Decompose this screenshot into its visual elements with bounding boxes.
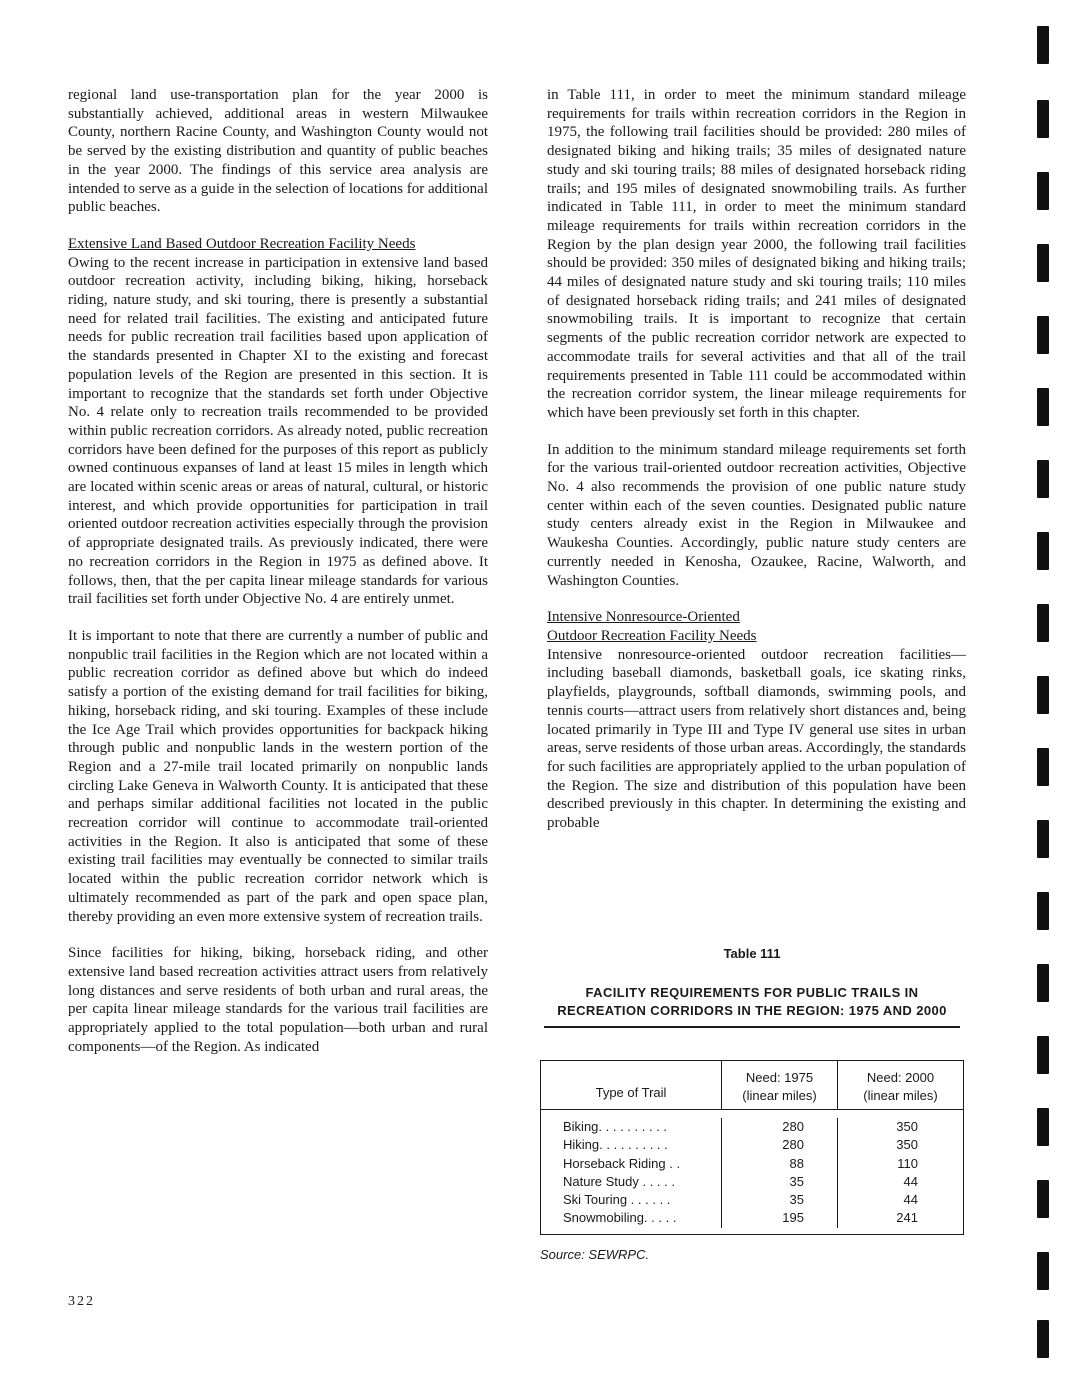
right-column: [547, 86, 966, 851]
table-box: [540, 1060, 964, 1235]
table-cell: Snowmobiling. . . . .: [563, 1210, 677, 1226]
section-heading: Intensive Nonresource-Oriented: [547, 609, 740, 626]
table-title-line-2: RECREATION CORRIDORS IN THE REGION: 1975 AND 2000: [557, 1003, 947, 1018]
header-line: Need: 1975: [745, 1070, 814, 1085]
table-cell: Hiking. . . . . . . . . .: [563, 1137, 668, 1153]
edge-mark: [1037, 460, 1049, 498]
header-line: Need: 2000: [866, 1070, 935, 1085]
paragraph: in Table 111, in order to meet the minimum standard mileage requirements for trails within recreation corridors in the Region in 1975, the following trail facilities should be provided: 280 miles of designated biking and hiking trails; 35 miles of designated nature study and ski touring trails; 88 miles of designated horseback riding trails; and 195 miles of designated snowmobiling trails. As further indicated in Table 111, in order to meet the minimum standard mileage requirements for trails within recreation corridors in the Region by the plan design year 2000, the following trail facilities should be provided: 350 miles of designated biking and hiking trails; 44 miles of designated nature study and ski touring trails; 110 miles of designated horseback riding trails; and 241 miles of designated snowmobiling trails. It is important to recognize that certain segments of the public recreation corridor network are expected to accommodate trails for several activities and that all of the trail requirements presented in Table 111 could be accommodated within the recreation corridor system, the linear mileage requirements for which have been previously set forth in this chapter.: [547, 87, 966, 421]
table-source: Source: SEWRPC.: [540, 1246, 650, 1262]
edge-mark: [1037, 244, 1049, 282]
table-header: [541, 1061, 963, 1110]
edge-mark: [1037, 1180, 1049, 1218]
table-cell: 44: [903, 1173, 918, 1189]
table-cell: 35: [789, 1192, 804, 1208]
edge-mark: [1037, 316, 1049, 354]
edge-mark: [1037, 820, 1049, 858]
table-cell: 350: [896, 1137, 918, 1153]
edge-mark: [1037, 1108, 1049, 1146]
column-header-2000: [838, 1061, 963, 1109]
table-cell: 44: [903, 1192, 918, 1208]
type-column: [541, 1118, 721, 1228]
header-line: (linear miles): [863, 1088, 938, 1103]
edge-mark: [1037, 892, 1049, 930]
need-1975-column: [721, 1118, 838, 1228]
paragraph: It is important to note that there are currently a number of public and nonpublic trail facilities in the Region which are not located within a public recreation corridor as defined above but which do indeed satisfy a portion of the existing demand for trail facilities for biking, hiking, horseback riding, and ski touring. Examples of these include the Ice Age Trail which provides opportunities for backpack hiking through public and nonpublic lands in the western portion of the Region and a 27-mile trail located primarily on nonpublic lands circling Lake Geneva in Walworth County. It is anticipated that these and perhaps similar additional facilities not located in the public recreation corridor will continue to accommodate trail-oriented activities in the Region. It also is anticipated that some of these existing trail facilities may eventually be connected to similar trails located within the public recreation corridor network which is ultimately recommended as part of the park and open space plan, thereby providing an even more extensive system of recreation trails.: [68, 627, 488, 925]
table-cell: 195: [782, 1210, 804, 1226]
facility-requirements-table: [540, 946, 964, 1262]
table-cell: Ski Touring . . . . . .: [563, 1192, 671, 1208]
edge-mark: [1037, 964, 1049, 1002]
paragraph: Since facilities for hiking, biking, horseback riding, and other extensive land based recreation activities attract users from relatively long distances and serve residents of both urban and rural areas, the per capita linear mileage standards for the various trail facilities are appropriately applied to the total population—both urban and rural components—of the Region. As indicated: [68, 945, 488, 1055]
left-column: [68, 86, 488, 1074]
section-heading: Extensive Land Based Outdoor Recreation Facility Needs: [68, 235, 416, 252]
table-cell: 280: [782, 1119, 804, 1134]
edge-mark: [1037, 172, 1049, 210]
paragraph: Owing to the recent increase in participation in extensive land based outdoor recreation activity, including biking, hiking, horseback riding, nature study, and ski touring, there is presently a substantial need for related trail facilities. The existing and anticipated future needs for public recreation trail facilities based upon application of the standards presented in Chapter XI to the existing and forecast population levels of the Region are presented in this section. It is important to recognize that the standards set forth under Objective No. 4 relate only to recreation trails recommended to be provided within public recreation corridors. As already noted, public recreation corridors have been defined for the purposes of this report as publicly owned continuous expanses of land at least 15 miles in length which are located within scenic areas or areas of natural, cultural, or historic interest, and which provide opportunities for participation in trail oriented outdoor recreation activities especially through the provision of appropriate designated trails. As previously indicated, there were no recreation corridors in the Region in 1975 as defined above. It follows, then, that the per capita linear mileage standards for various trail facilities set forth under Objective No. 4 are entirely unmet.: [68, 254, 488, 608]
edge-marks: [1037, 0, 1051, 1380]
table-cell: 350: [896, 1119, 918, 1134]
edge-mark: [1037, 1036, 1049, 1074]
table-cell: 35: [789, 1173, 804, 1189]
table-cell: Biking. . . . . . . . . .: [563, 1119, 668, 1134]
header-line: (linear miles): [742, 1088, 817, 1103]
table-cell: 110: [897, 1155, 918, 1171]
column-header-type: Type of Trail: [595, 1085, 667, 1100]
edge-mark: [1037, 532, 1049, 570]
section-heading-continued: Outdoor Recreation Facility Needs: [547, 627, 757, 644]
edge-mark: [1037, 26, 1049, 64]
paragraph: In addition to the minimum standard mileage requirements set forth for the various trail-oriented outdoor recreation activities, Objective No. 4 also recommends the provision of one public nature study center within each of the seven counties. Designated public nature study centers already exist in the Region in Milwaukee and Waukesha Counties. Accordingly, public nature study centers are currently needed in Kenosha, Ozaukee, Racine, Walworth, and Washington Counties.: [547, 441, 966, 589]
need-2000-column: [838, 1118, 963, 1228]
edge-mark: [1037, 100, 1049, 138]
table-cell: Nature Study . . . . .: [563, 1173, 675, 1189]
table-cell: 280: [782, 1137, 804, 1153]
table-cell: 241: [896, 1210, 918, 1226]
paragraph: Intensive nonresource-oriented outdoor recreation facilities—including baseball diamonds, basketball goals, ice skating rinks, playfields, playgrounds, softball diamonds, swimming pools, and tennis courts—attract users from relatively short distances and, being located primarily in Type III and Type IV general use sites in urban areas, serve residents of those urban areas. Accordingly, the standards for such facilities are appropriately applied to the urban population of the Region. The size and distribution of this population have been described previously in this chapter. In determining the existing and probable: [547, 646, 966, 832]
edge-mark: [1037, 748, 1049, 786]
edge-mark: [1037, 604, 1049, 642]
column-header-1975: [721, 1061, 838, 1109]
title-rule: [544, 1026, 960, 1028]
edge-mark: [1037, 676, 1049, 714]
page-number: 322: [68, 1294, 95, 1309]
table-number: Table 111: [723, 946, 781, 961]
table-cell: Horseback Riding . .: [563, 1155, 681, 1171]
table-body: [541, 1110, 963, 1234]
table-cell: 88: [789, 1155, 804, 1171]
edge-mark: [1037, 1320, 1049, 1358]
edge-mark: [1037, 1252, 1049, 1290]
paragraph: regional land use-transportation plan for the year 2000 is substantially achieved, additional areas in western Milwaukee County, northern Racine County, and Washington County would not be served by the existing distribution and quantity of public beaches in the year 2000. The findings of this service area analysis are intended to serve as a guide in the selection of locations for additional public beaches.: [68, 87, 488, 216]
edge-mark: [1037, 388, 1049, 426]
table-title-line-1: FACILITY REQUIREMENTS FOR PUBLIC TRAILS IN: [585, 985, 919, 1000]
